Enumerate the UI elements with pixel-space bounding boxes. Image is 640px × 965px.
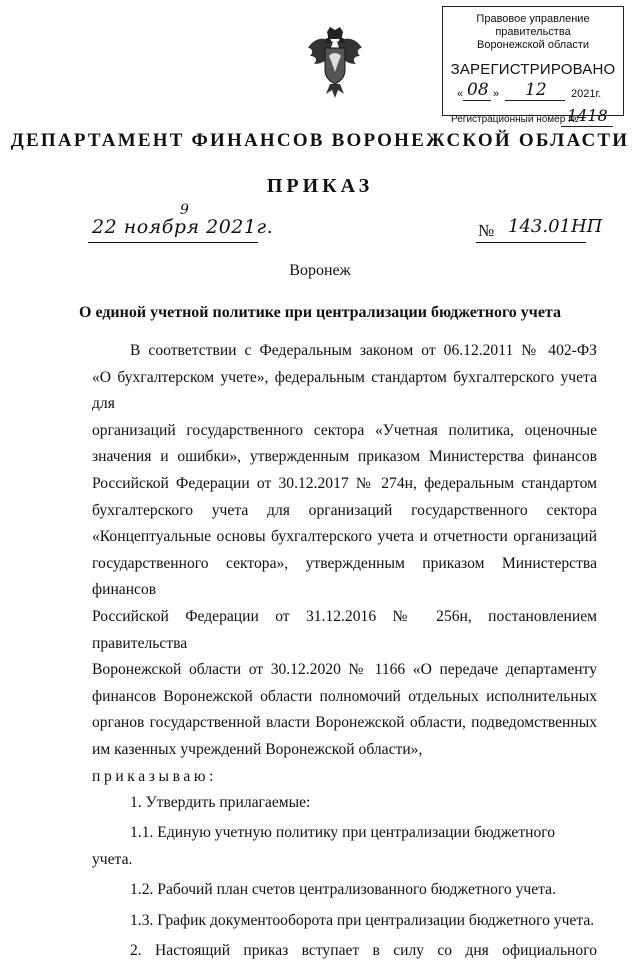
stamp-authority-line2: Воронежской области [476,39,589,51]
stamp-date-open-quote: « [457,88,464,100]
registration-stamp [442,6,624,125]
date-underline [88,242,258,243]
stamp-date-day: 08 [467,80,489,100]
stamp-reg-number-underline [561,126,613,127]
stamp-date-close-quote: » [493,88,500,100]
order-item: 1.3. График документооборота при централизации бюджетного учета. [130,911,595,929]
stamp-day-underline [463,100,491,101]
body-line: Воронежской области от 30.12.2020 № 1166 «О передаче департаменту [92,661,597,679]
stamp-reg-number-label: Регистрационный номер № [451,114,579,125]
handwritten-date-text: 22 ноября 2021г. [92,216,274,238]
order-item: 1.1. Единую учетную политику при централизации бюджетного учета. [92,824,556,869]
order-subject: О единой учетной политике при централизации бюджетного учета [79,304,561,321]
department-name: ДЕПАРТАМЕНТ ФИНАНСОВ ВОРОНЕЖСКОЙ ОБЛАСТИ [10,130,630,151]
handwritten-date [92,202,274,238]
body-line: В соответствии с Федеральным законом от 06.12.2011 № 402-ФЗ [130,342,597,359]
stamp-month-underline [505,100,565,101]
coat-of-arms-emblem [306,26,364,100]
document-body [92,338,597,965]
stamp-reg-number-value: 1418 [567,106,608,125]
stamp-date-month: 12 [525,80,547,100]
number-underline [476,242,586,243]
order-item: 1.2. Рабочий план счетов централизованного бюджетного учета. [130,881,556,899]
body-line: финансов Воронежской области полномочий отдельных исполнительных [92,687,597,705]
body-line: Российской Федерации от 30.12.2017 № 274н, федеральным стандартом [92,474,597,492]
body-line: бухгалтерского учета для организаций государственного сектора [92,501,597,519]
handwritten-order-number: 143.01НП [508,216,603,237]
order-number-label: № [478,221,495,240]
stamp-authority-line1: Правовое управление правительства [476,13,590,38]
body-line: им казенных учреждений Воронежской области», [92,740,423,758]
body-line: «О бухгалтерском учете», федеральным стандартом бухгалтерского учета для [92,368,597,413]
body-line: Российской Федерации от 31.12.2016 № 256н, постановлением правительства [92,607,597,652]
document-type-title: ПРИКАЗ [266,175,374,197]
stamp-registered-label: ЗАРЕГИСТРИРОВАНО [450,61,616,78]
city-name: Воронеж [289,262,351,279]
order-item: 1. Утвердить прилагаемые: [130,794,311,812]
order-directive-word: приказываю: [92,767,218,785]
body-line: организаций государственного сектора «Учетная политика, оценочные [92,421,597,439]
body-line: значения и ошибки», утвержденным приказом Министерства финансов [92,448,597,466]
body-line: «Концептуальные основы бухгалтерского учета и отчетности организаций [92,528,597,546]
order-item: 2. Настоящий приказ вступает в силу со дня официального [130,942,597,960]
stamp-registration-number [443,106,623,128]
body-line: органов государственной власти Воронежской области, подведомственных [92,714,597,732]
stamp-date-year: 2021г. [571,88,602,100]
handwritten-date-correction: 9 [180,202,190,218]
body-line: государственного сектора», утвержденным приказом Министерства финансов [92,554,597,599]
stamp-date [443,82,623,104]
